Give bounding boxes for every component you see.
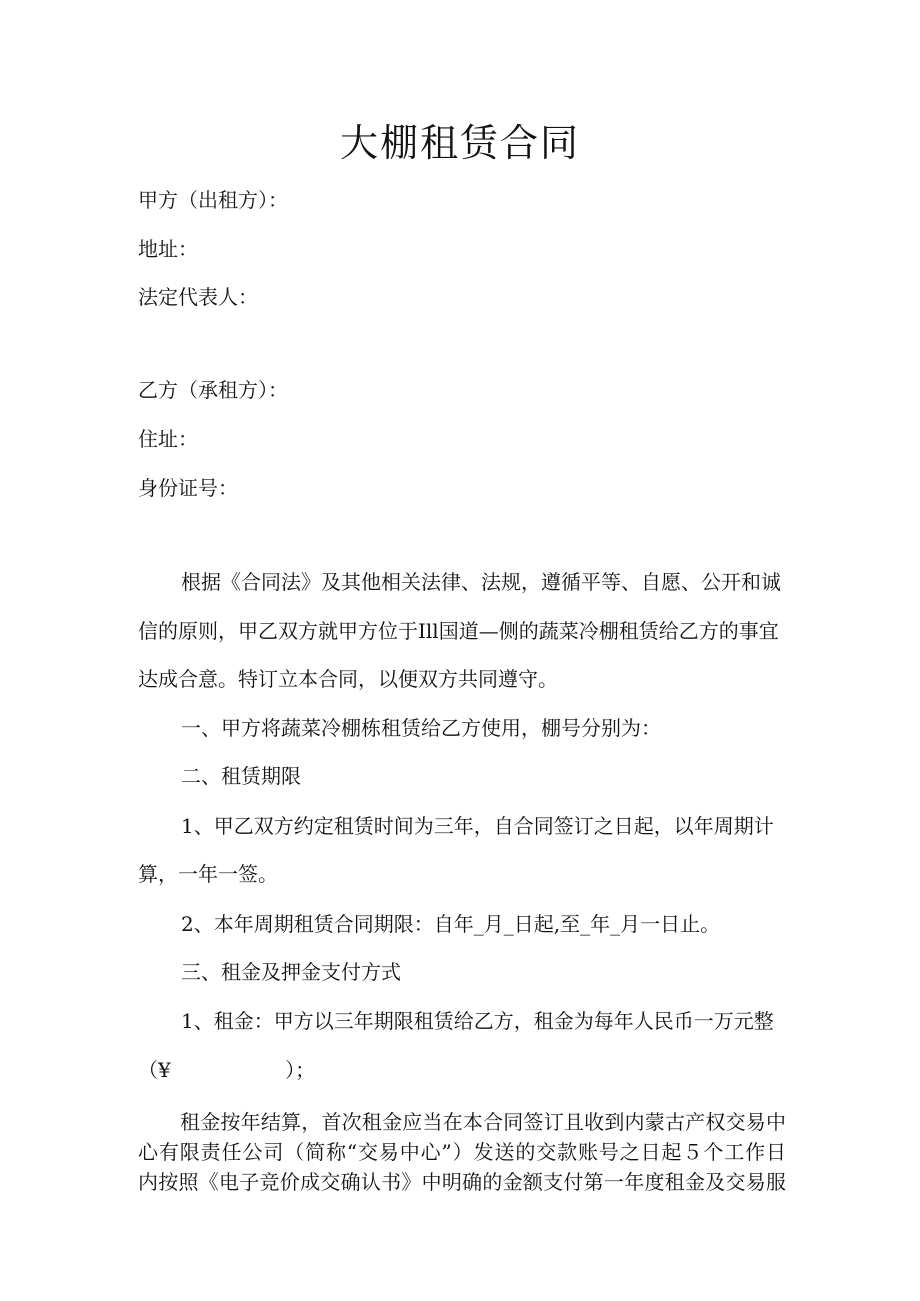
party-a-representative: 法定代表人： xyxy=(138,285,258,309)
party-b-label: 乙方（承租方）： xyxy=(138,378,288,402)
document-title: 大棚租赁合同 xyxy=(339,121,580,165)
payment-line: 租金按年结算，首次租金应当在本合同签订且收到内蒙古产权交易中 xyxy=(180,1110,786,1134)
clause-3-heading: 三、租金及押金支付方式 xyxy=(181,960,401,984)
party-b-id-number: 身份证号： xyxy=(138,476,238,500)
preamble-line: 根据《合同法》及其他相关法律、法规，遵循平等、自愿、公开和诚 xyxy=(181,570,781,594)
payment-line: 内按照《电子竞价成交确认书》中明确的金额支付第一年度租金及交易服 xyxy=(138,1170,786,1194)
preamble-line: 信的原则，甲乙双方就甲方位于Ill国道—侧的蔬菜冷棚租赁给乙方的事宜 xyxy=(138,619,779,643)
clause-3-1-line: 1、租金：甲方以三年期限租赁给乙方，租金为每年人民币一万元整 xyxy=(181,1009,774,1033)
party-a-label: 甲方（出租方）： xyxy=(138,188,288,212)
clause-2-2: 2、本年周期租赁合同期限：自年_月_日起,至_年_月一日止。 xyxy=(181,912,721,936)
clause-2-1-line: 1、甲乙双方约定租赁时间为三年，自合同签订之日起，以年周期计 xyxy=(181,814,774,838)
clause-1: 一、甲方将蔬菜冷棚栋租赁给乙方使用，棚号分别为： xyxy=(181,716,661,740)
payment-paragraph xyxy=(138,1107,786,1197)
payment-line: 心有限责任公司（简称“交易中心”）发送的交款账号之日起５个工作日 xyxy=(138,1140,786,1164)
clause-2-heading: 二、租赁期限 xyxy=(181,764,301,788)
clause-3-1-line: （¥ ）； xyxy=(138,1058,316,1082)
party-a-address: 地址： xyxy=(138,237,198,261)
preamble-line: 达成合意。特订立本合同，以便双方共同遵守。 xyxy=(138,667,558,691)
party-b-address: 住址： xyxy=(138,427,198,451)
clause-2-1-line: 算，一年一签。 xyxy=(138,862,278,886)
